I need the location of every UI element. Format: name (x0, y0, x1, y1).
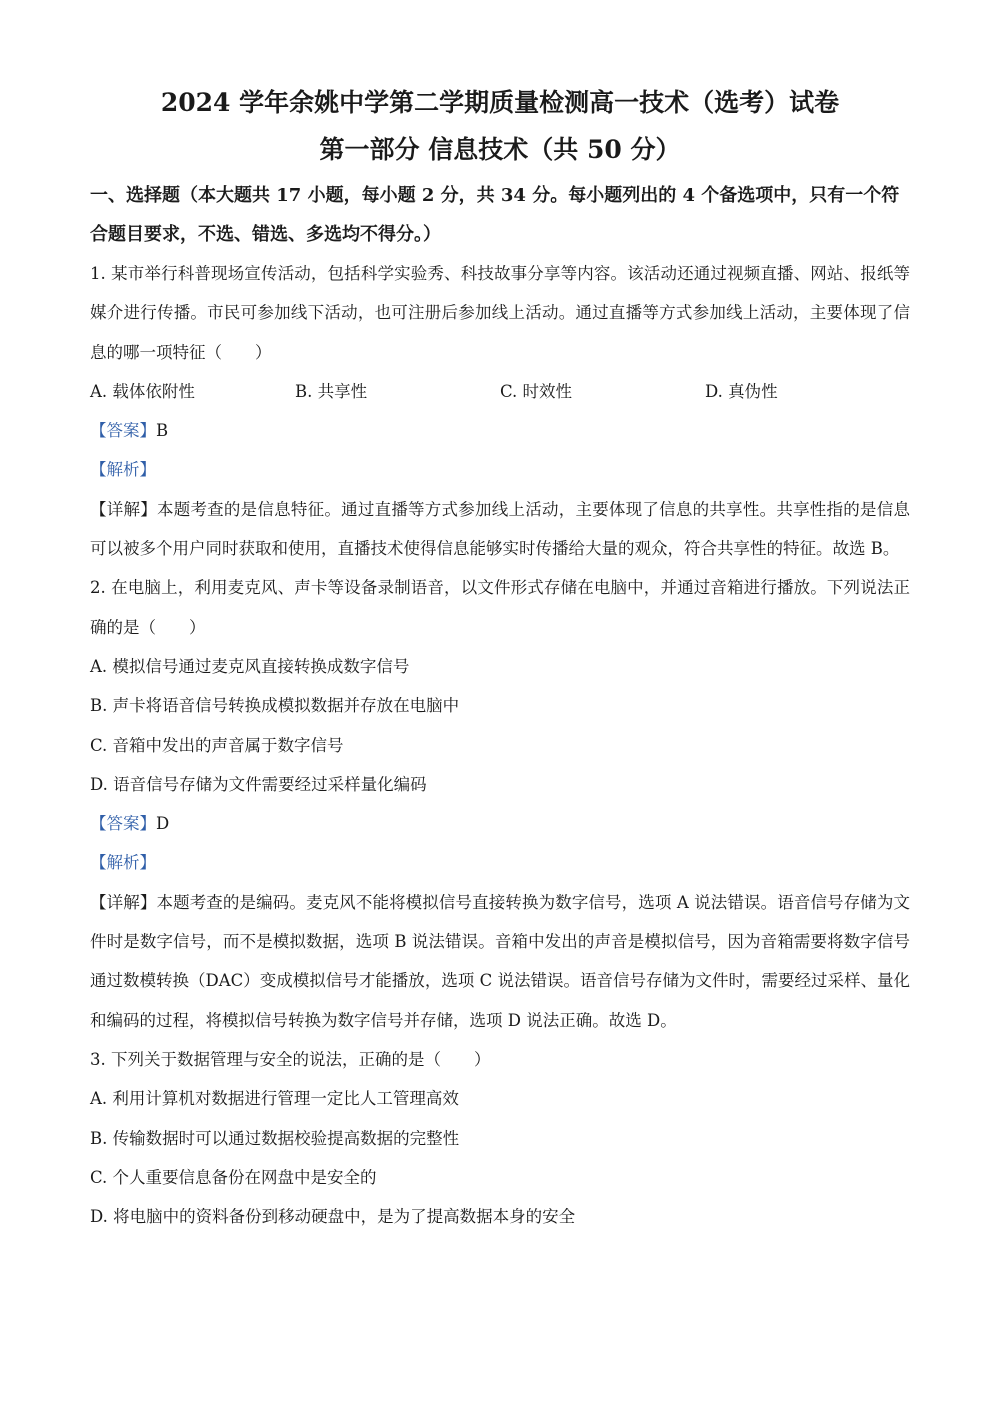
option-a: A. 模拟信号通过麦克风直接转换成数字信号 (90, 656, 410, 676)
option-b: B. 传输数据时可以通过数据校验提高数据的完整性 (90, 1128, 460, 1148)
answer-value: B (156, 421, 169, 441)
exam-page (90, 80, 910, 1236)
analysis-tag: 【解析】 (90, 853, 156, 873)
detail-tag: 【详解】 (90, 892, 157, 912)
detail-text: 本题考查的是编码。麦克风不能将模拟信号直接转换为数字信号，选项 A 说法错误。语音信号存储为文件时是数字信号，而不是模拟数据，选项 B 说法错误。音箱中发出的声音是模拟信号，因为音箱需要将数字信号通过数模转换（DAC）变成模拟信号才能播放，选项 C 说法错误。语音信号存储为文件时，需要经过采样、量化和编码的过程，将模拟信号转换为数字信号并存储，选项 D 说法正确。故选 D。 (90, 892, 911, 1030)
answer-tag: 【答案】 (90, 421, 156, 441)
option-d: D. 语音信号存储为文件需要经过采样量化编码 (90, 774, 427, 794)
option-b: B. 共享性 (295, 381, 368, 401)
option-b: B. 声卡将语音信号转换成模拟数据并存放在电脑中 (90, 696, 460, 716)
option-a: A. 载体依附性 (90, 381, 195, 401)
answer-value: D (156, 814, 170, 834)
option-c: C. 个人重要信息备份在网盘中是安全的 (90, 1167, 377, 1187)
exam-title: 2024 学年余姚中学第二学期质量检测高一技术（选考）试卷 (160, 88, 840, 117)
analysis-line (90, 450, 910, 489)
answer-tag: 【答案】 (90, 814, 156, 834)
detail-text: 本题考查的是信息特征。通过直播等方式参加线上活动，主要体现了信息的共享性。共享性指的是信息可以被多个用户同时获取和使用，直播技术使得信息能够实时传播给大量的观众，符合共享性的特征。故选 B。 (90, 499, 911, 559)
question-stem: 3. 下列关于数据管理与安全的说法，正确的是（ ） (90, 1049, 491, 1069)
option-a: A. 利用计算机对数据进行管理一定比人工管理高效 (90, 1089, 459, 1109)
question-3 (90, 1040, 910, 1236)
options-row (90, 372, 910, 411)
section-heading: 一、选择题（本大题共 17 小题，每小题 2 分，共 34 分。每小题列出的 4 个备选项中，只有一个符合题目要求，不选、错选、多选均不得分。） (90, 185, 900, 245)
question-1 (90, 254, 910, 568)
detail-paragraph (90, 490, 910, 569)
answer-line (90, 411, 910, 450)
detail-paragraph (90, 883, 910, 1040)
option-d: D. 真伪性 (705, 381, 778, 401)
answer-line (90, 804, 910, 843)
question-stem: 1. 某市举行科普现场宣传活动，包括科学实验秀、科技故事分享等内容。该活动还通过视频直播、网站、报纸等媒介进行传播。市民可参加线下活动，也可注册后参加线上活动。通过直播等方式参加线上活动，主要体现了信息的哪一项特征（ ） (90, 264, 910, 362)
question-stem: 2. 在电脑上，利用麦克风、声卡等设备录制语音，以文件形式存储在电脑中，并通过音箱进行播放。下列说法正确的是（ ） (90, 578, 910, 637)
question-2 (90, 568, 910, 1040)
option-d: D. 将电脑中的资料备份到移动硬盘中，是为了提高数据本身的安全 (90, 1207, 576, 1227)
part-title: 第一部分 信息技术（共 50 分） (319, 135, 681, 164)
analysis-tag: 【解析】 (90, 460, 156, 480)
analysis-line (90, 843, 910, 882)
option-c: C. 时效性 (500, 381, 573, 401)
detail-tag: 【详解】 (90, 499, 157, 519)
option-c: C. 音箱中发出的声音属于数字信号 (90, 735, 344, 755)
